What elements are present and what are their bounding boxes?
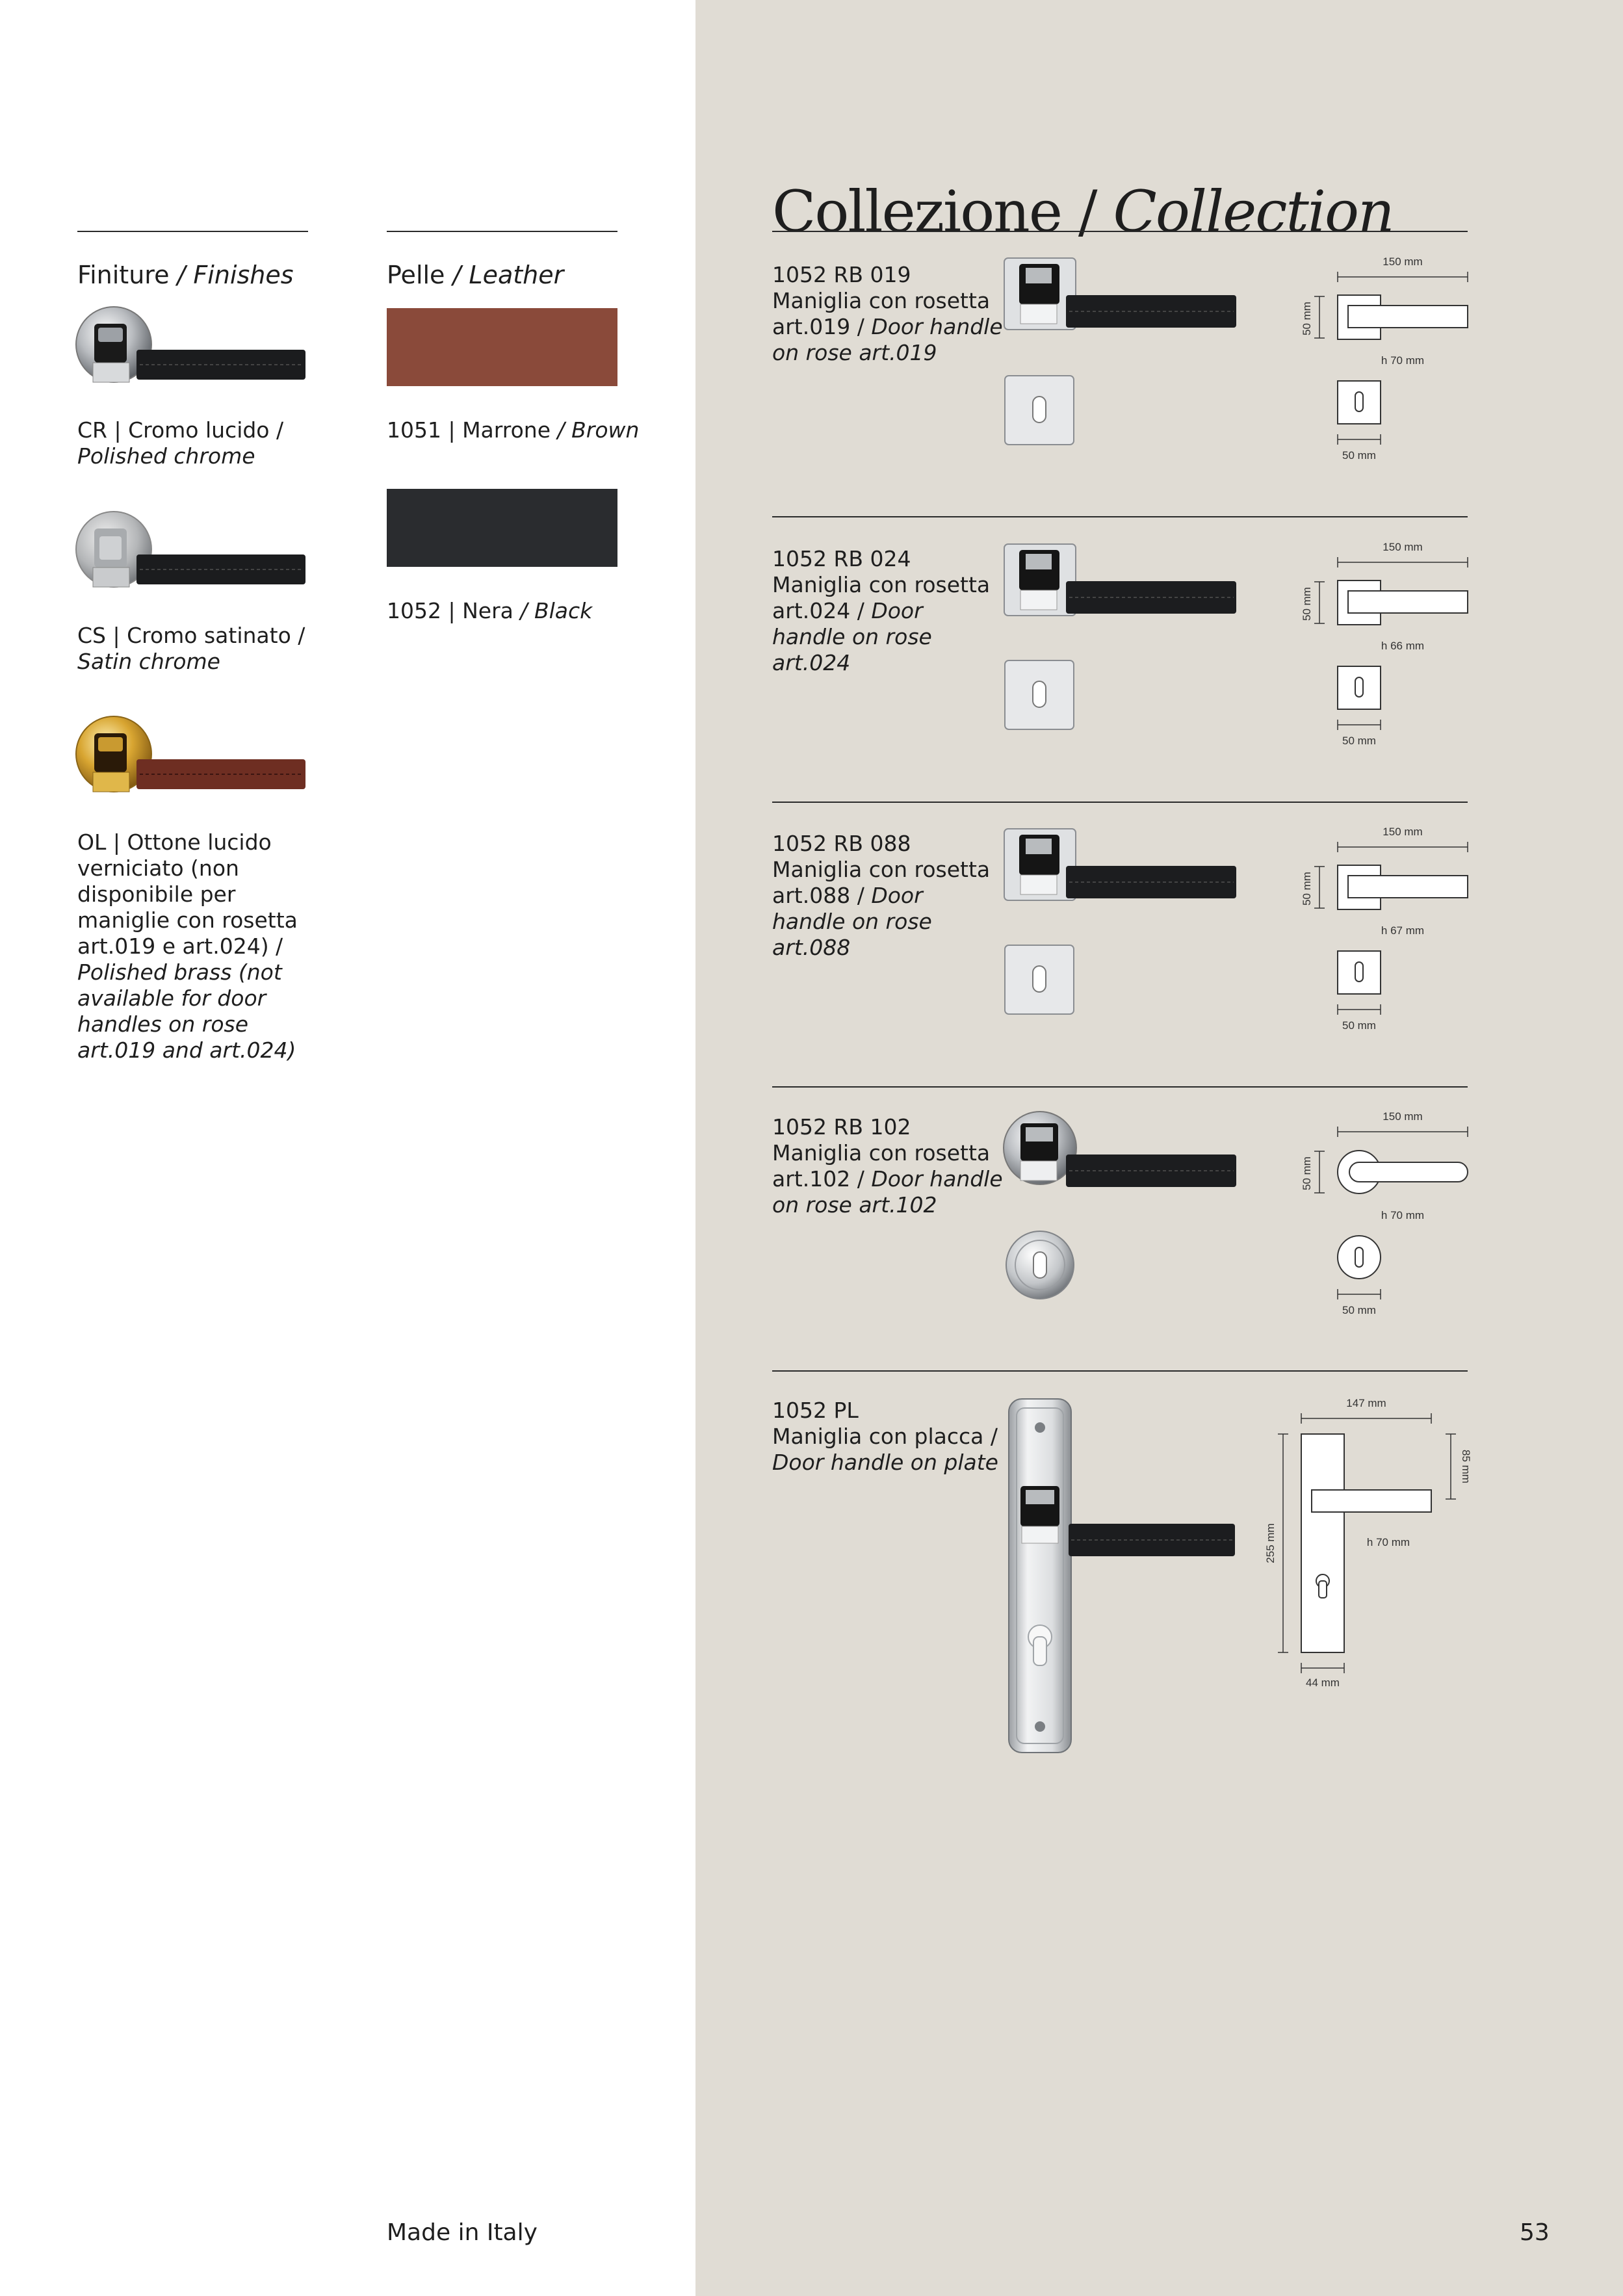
dimension-label: 50 mm [1301,302,1313,335]
dimension-label: 50 mm [1342,1019,1376,1032]
product-description: 1052 PL Maniglia con placca / Door handle on plate [772,1398,998,1475]
dimension-label: h 66 mm [1381,640,1425,652]
dimension-label: 50 mm [1301,587,1313,621]
product-escutcheon-image [1004,944,1076,1017]
product-description: 1052 RB 024 Maniglia con rosetta art.024 / Door handle on rose art.024 [772,546,991,675]
made-in-italy-label: Made in Italy [387,2219,538,2246]
dimension-label: 50 mm [1301,872,1313,906]
leather-rule [387,231,617,232]
product-divider [772,1086,1468,1088]
product-escutcheon-image [1004,659,1076,732]
product-divider [772,1370,1468,1372]
dimension-label: 150 mm [1383,541,1423,553]
product-handle-image [1001,826,1241,910]
leather-black-label: 1052 | Nera / Black [387,598,593,623]
finish-cs-handle-image [75,510,312,595]
dimension-label: 50 mm [1301,1156,1313,1190]
leather-brown-label: 1051 | Marrone / Brown [387,417,640,443]
finish-ol-handle-image [75,715,312,800]
product-description: 1052 RB 019 Maniglia con rosetta art.019 / Door handle on rose art.019 [772,262,1003,365]
product-description: 1052 RB 102 Maniglia con rosetta art.102 / Door handle on rose art.102 [772,1114,1003,1218]
product-handle-image [1001,541,1241,625]
product-divider [772,516,1468,517]
finish-ol-label: OL | Ottone lucido verniciato (non disponibile per maniglie con rosetta art.019 e art.024) / Polished brass (not available for door handles on rose art.019 and art.024) [77,829,298,1063]
dimension-label: h 70 mm [1366,1536,1410,1548]
dimension-label: 85 mm [1460,1450,1472,1483]
finish-cs-label: CS | Cromo satinato / Satin chrome [77,623,305,674]
dimension-label: h 70 mm [1381,1209,1425,1221]
finishes-rule [77,231,308,232]
product-handle-image [1001,255,1241,339]
dimension-label: h 67 mm [1381,924,1425,937]
finish-cr-handle-image [75,306,312,390]
leather-swatch-brown [387,308,617,386]
product-handle-image [1001,1109,1241,1194]
page-number: 53 [1520,2219,1550,2246]
technical-drawing [1295,824,1470,1038]
technical-drawing [1258,1392,1473,1691]
collection-title: Collezione / Collection [772,178,1394,245]
dimension-label: 255 mm [1264,1523,1277,1563]
dimension-label: 50 mm [1342,449,1376,462]
dimension-label: 147 mm [1346,1397,1386,1409]
finish-cr-label: CR | Cromo lucido / Polished chrome [77,417,284,469]
dimension-label: 50 mm [1342,735,1376,747]
dimension-label: 50 mm [1342,1304,1376,1316]
technical-drawing [1295,539,1470,753]
technical-drawing [1295,1108,1470,1323]
product-plate-handle-image [1006,1396,1240,1755]
finishes-heading: Finiture / Finishes [77,261,294,289]
dimension-label: 150 mm [1383,1110,1423,1123]
title-rule [772,231,1468,232]
technical-drawing [1295,254,1470,468]
product-divider [772,802,1468,803]
dimension-label: 44 mm [1306,1676,1340,1689]
leather-heading: Pelle / Leather [387,261,564,289]
dimension-label: 150 mm [1383,255,1423,268]
product-description: 1052 RB 088 Maniglia con rosetta art.088 / Door handle on rose art.088 [772,831,991,960]
dimension-label: h 70 mm [1381,354,1425,367]
dimension-label: 150 mm [1383,826,1423,838]
product-escutcheon-image [1004,1229,1076,1301]
leather-swatch-black [387,489,617,567]
product-escutcheon-image [1004,374,1076,447]
